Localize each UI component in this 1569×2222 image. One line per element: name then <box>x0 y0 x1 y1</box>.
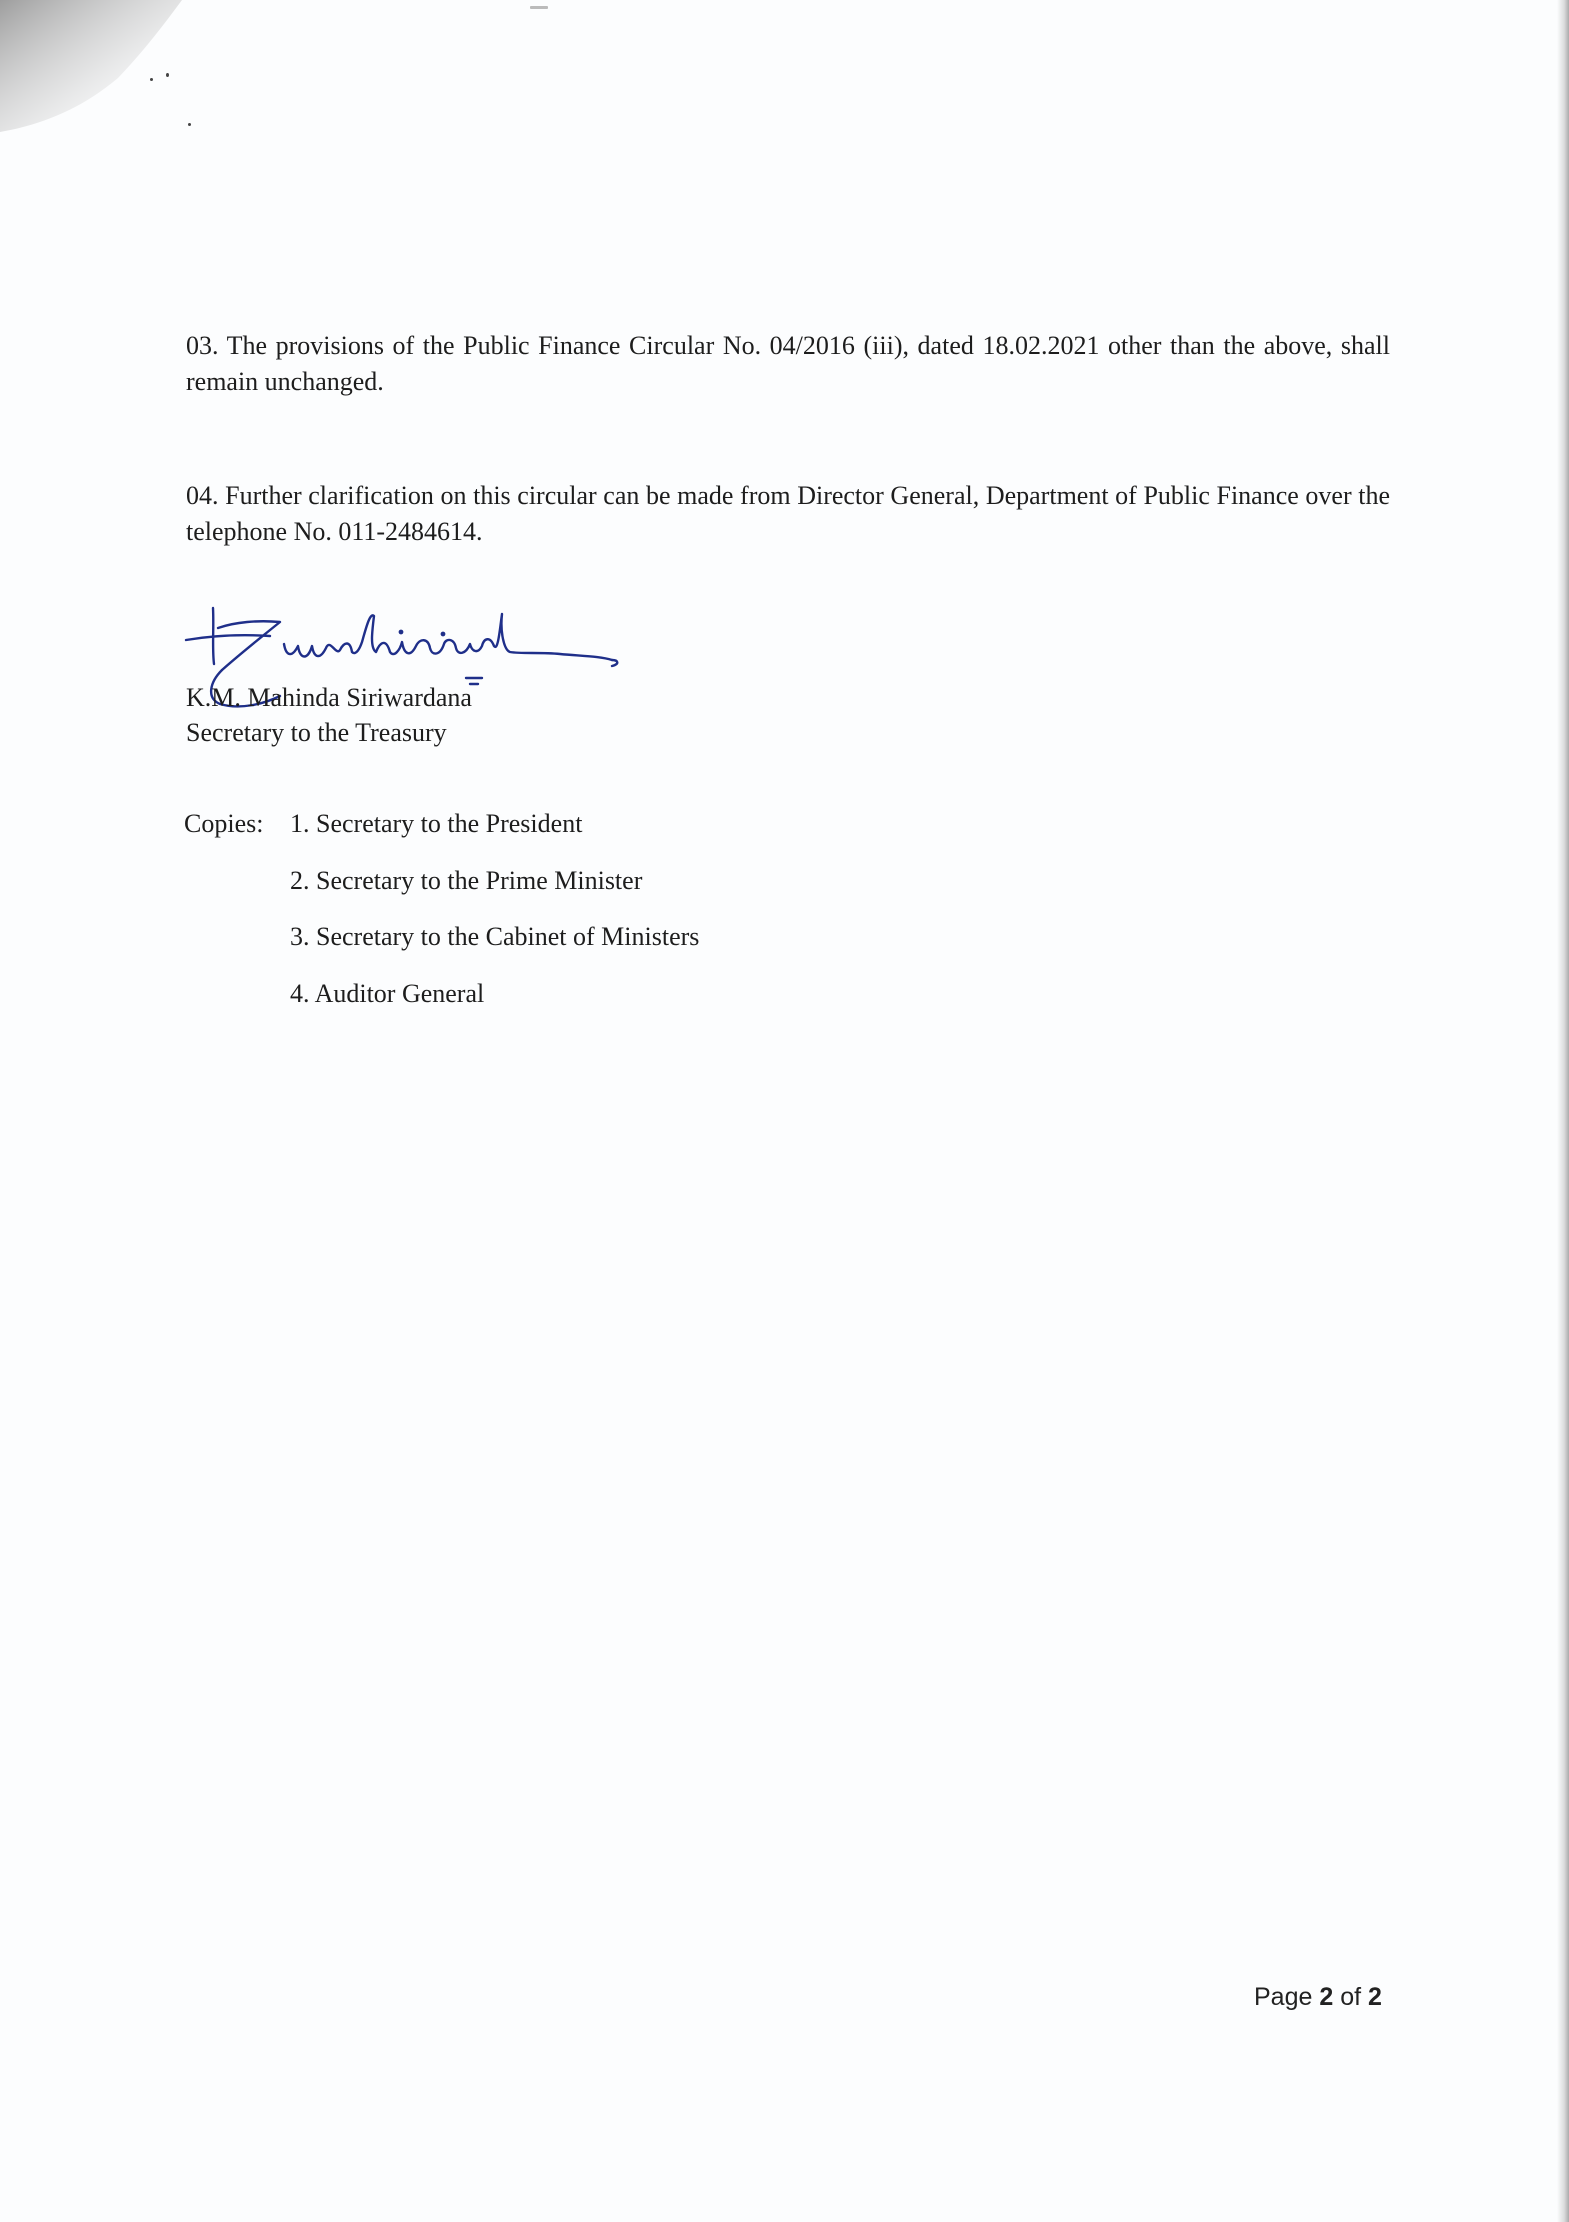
copies-item: 2. Secretary to the Prime Minister <box>290 865 643 895</box>
scan-speck <box>150 78 153 81</box>
scan-speck <box>530 6 548 9</box>
page-number <box>1254 1981 1382 2013</box>
page-word: Page <box>1254 1983 1313 2011</box>
total-pages: 2 <box>1368 1983 1382 2011</box>
paragraph-04: 04. Further clarification on this circular can be made from Director General, Department of Public Finance over the telephone No. 011-2484614. <box>186 481 1390 546</box>
scan-speck <box>188 123 191 126</box>
copies-list <box>290 807 699 1033</box>
of-word: of <box>1340 1983 1362 2011</box>
copies-item: 3. Secretary to the Cabinet of Ministers <box>290 922 700 951</box>
current-page: 2 <box>1319 1983 1334 2011</box>
signer-name: K.M. Mahinda Siriwardana <box>186 683 472 712</box>
copies-label: Copies: <box>184 809 264 838</box>
copies-item: 1. Secretary to the President <box>290 809 583 838</box>
signer-title: Secretary to the Treasury <box>186 718 447 747</box>
scan-speck <box>166 73 169 77</box>
copies-item: 4. Auditor General <box>290 978 485 1008</box>
paragraph-03: 03. The provisions of the Public Finance Circular No. 04/2016 (iii), dated 18.02.2021 other than the above, shall remain unchanged. <box>186 331 1390 396</box>
scan-shadow-corner <box>0 0 190 140</box>
scan-right-edge-shadow <box>1557 0 1569 2222</box>
